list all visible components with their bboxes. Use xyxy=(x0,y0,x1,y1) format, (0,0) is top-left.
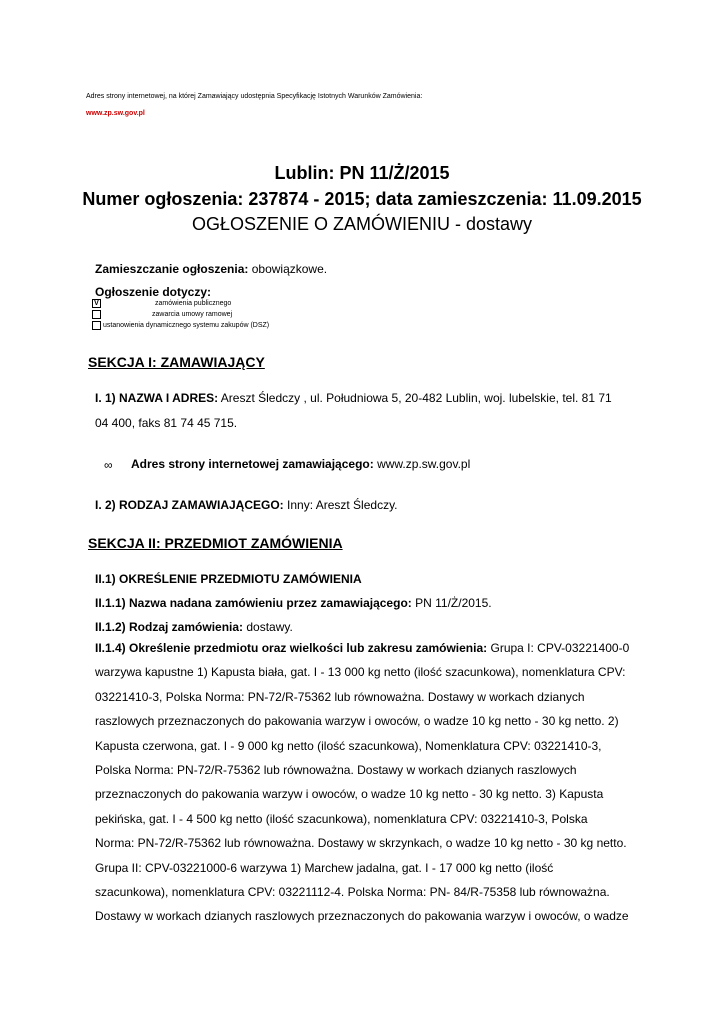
name-address-line1 xyxy=(95,390,655,406)
website-row xyxy=(131,456,470,472)
description-line: Norma: PN-72/R-75362 lub równoważna. Dostawy w skrzynkach, o wadze 10 kg netto - 30 kg netto. xyxy=(95,836,627,851)
description-line: raszlowych przeznaczonych do pakowania warzyw i owoców, o wadze 10 kg netto - 30 kg netto. 2) xyxy=(95,714,619,729)
entity-type-value: Inny: Areszt Śledczy. xyxy=(287,498,398,512)
entity-type-row xyxy=(95,497,398,513)
website-label: Adres strony internetowej zamawiającego: xyxy=(131,457,374,471)
order-name-label: II.1.1) Nazwa nadana zamówieniu przez zamawiającego: xyxy=(95,596,412,610)
option-label: ustanowienia dynamicznego systemu zakupów (DSZ) xyxy=(103,322,270,329)
order-name-row xyxy=(95,595,492,611)
concerns-label: Ogłoszenie dotyczy: xyxy=(95,285,212,299)
description-line: Polska Norma: PN-72/R-75362 lub równoważna. Dostawy w workach dzianych raszlowych xyxy=(95,763,577,778)
section2-heading: SEKCJA II: PRZEDMIOT ZAMÓWIENIA xyxy=(88,535,343,551)
order-name-value: PN 11/Ż/2015. xyxy=(415,596,492,610)
website-value[interactable]: www.zp.sw.gov.pl xyxy=(377,457,471,471)
posting-row xyxy=(95,261,327,277)
entity-type-label: I. 2) RODZAJ ZAMAWIAJĄCEGO: xyxy=(95,498,284,512)
description-line: Kapusta czerwona, gat. I - 9 000 kg netto (ilość szacunkowa), Nomenklatura CPV: 03221410-3, xyxy=(95,738,602,753)
description-line: 03221410-3, Polska Norma: PN-72/R-75362 lub równoważna. Dostawy w workach dzianych xyxy=(95,689,585,704)
description-line: szacunkowa), nomenklatura CPV: 03221112-4. Polska Norma: PN- 84/R-75358 lub równoważna. xyxy=(95,885,610,900)
option-label: zamówienia publicznego xyxy=(155,300,232,307)
page-title: Lublin: PN 11/Ż/2015 xyxy=(274,163,450,183)
bullet-icon: ∞ xyxy=(104,458,113,472)
description-line: II.1.4) Określenie przedmiotu oraz wielkości lub zakresu zamówienia: Grupa I: CPV-03221400-0 xyxy=(95,641,630,655)
subject-description xyxy=(95,636,655,929)
posting-label: Zamieszczanie ogłoszenia: xyxy=(95,262,249,276)
description-label: II.1.4) Określenie przedmiotu oraz wielkości lub zakresu zamówienia: xyxy=(95,641,488,655)
checkbox-public-order[interactable]: V xyxy=(92,299,101,308)
posting-value: obowiązkowe. xyxy=(251,262,328,276)
subject-definition-heading: II.1) OKREŚLENIE PRZEDMIOTU ZAMÓWIENIA xyxy=(95,572,362,586)
description-line: Grupa II: CPV-03221000-6 warzywa 1) Marchew jadalna, gat. I - 17 000 kg netto (ilość xyxy=(95,860,554,875)
siwz-intro-text: Adres strony internetowej, na której Zamawiający udostępnia Specyfikację Istotnych Warunków Zamówienia: xyxy=(86,93,423,100)
option-label: zawarcia umowy ramowej xyxy=(152,311,233,318)
section1-heading: SEKCJA I: ZAMAWIAJĄCY xyxy=(88,354,265,370)
description-line: pekińska, gat. I - 4 500 kg netto (ilość szacunkowa), nomenklatura CPV: 03221410-3, Polska xyxy=(95,811,588,826)
description-line: Dostawy w workach dzianych raszlowych przeznaczonych do pakowania warzyw i owoców, o wadze xyxy=(95,909,629,924)
name-address-label: I. 1) NAZWA I ADRES: xyxy=(95,391,219,405)
announcement-type: OGŁOSZENIE O ZAMÓWIENIU - dostawy xyxy=(191,214,533,234)
siwz-url[interactable]: www.zp.sw.gov.pl xyxy=(86,110,145,117)
order-kind-value: dostawy. xyxy=(246,620,293,634)
name-address-value: Areszt Śledczy , ul. Południowa 5, 20-482 Lublin, woj. lubelskie, tel. 81 71 xyxy=(220,391,612,405)
announcement-number: Numer ogłoszenia: 237874 - 2015; data zamieszczenia: 11.09.2015 xyxy=(82,189,642,209)
order-kind-row xyxy=(95,619,293,635)
checkbox-dsz[interactable] xyxy=(92,321,101,330)
description-line: warzywa kapustne 1) Kapusta biała, gat. I - 13 000 kg netto (ilość szacunkowa), nomenklatura CPV: xyxy=(95,665,626,680)
description-line: przeznaczonych do pakowania warzyw i owoców, o wadze 10 kg netto - 30 kg netto. 3) Kapusta xyxy=(95,787,604,802)
name-address-line2: 04 400, faks 81 74 45 715. xyxy=(95,416,238,430)
order-kind-label: II.1.2) Rodzaj zamówienia: xyxy=(95,620,244,634)
checkbox-framework-agreement[interactable] xyxy=(92,310,101,319)
